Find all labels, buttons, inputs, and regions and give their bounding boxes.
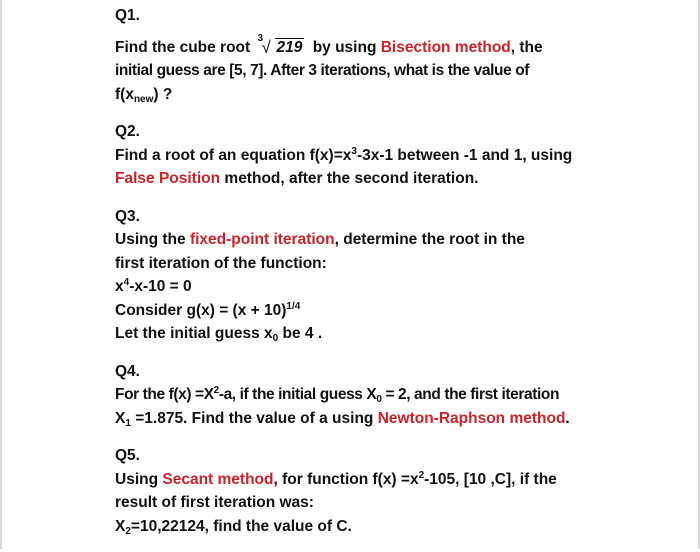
q5-line1-c: -105, [10 ,C], if the [424,470,557,488]
q5-subscript-2: 2 [125,525,131,537]
q5-line1-b: , for function f(x) =x [273,470,419,488]
q1-text-post: , the [510,38,543,56]
q4-line1-c: = 2, and the first iteration [385,386,560,403]
q4-line2-a: X [115,409,126,427]
q5-line3-b: =10,22124, find the value of C. [130,517,352,535]
root-index: 3 [257,32,264,44]
method-name-newton-raphson: Newton-Raphson method [377,409,566,427]
q4-line1-a: For the f(x) =X [115,386,214,403]
q3-guess-subscript: 0 [272,333,279,344]
q1-text-mid: by using [312,38,377,56]
method-name-bisection: Bisection method [380,38,511,56]
q3-g-a: Consider g(x) = (x + 10) [115,301,287,319]
question-1 [115,4,593,106]
question-1-text [115,32,593,107]
q4-line2-c: . [565,409,570,427]
q2-superscript-3: 3 [351,145,357,157]
q3-eq-a: x [115,278,124,295]
q1-subscript-new: new [133,93,154,105]
question-3-title: Q3. [115,207,140,225]
q2-line1-b: -3x-1 between -1 and 1, using [356,146,573,164]
q1-fx-open: f(x [115,85,134,103]
question-2-text [115,144,593,191]
q3-g-superscript: 1/4 [286,300,301,312]
question-5 [115,444,593,538]
q2-line1-a: Find a root of an equation f(x)=x [115,146,352,164]
q1-fx-close: ) ? [153,85,173,103]
question-2-title: Q2. [115,123,140,140]
question-5-title: Q5. [115,447,140,464]
q3-eq-superscript: 4 [123,277,130,288]
question-4-text [115,383,593,430]
q3-guess-b: be 4 . [282,325,323,342]
question-4-title: Q4. [115,362,140,380]
q5-superscript-2: 2 [418,469,425,481]
method-name-fixed-point: fixed-point iteration [189,231,335,248]
question-list [115,4,593,552]
question-3 [115,205,593,346]
method-name-secant: Secant method [162,470,274,488]
q3-line1-a: Using the [115,231,186,248]
q4-subscript-0: 0 [376,394,382,405]
q3-line-2: first iteration of the function: [115,254,327,272]
q5-line3-a: X [115,517,126,535]
q5-line-2: result of first iteration was: [115,494,314,511]
q1-text-pre: Find the cube root [115,38,251,56]
question-2 [115,120,593,191]
q2-line2-b: method, after the second iteration. [224,170,479,187]
q4-line1-b: -a, if the initial guess X [218,386,377,403]
q3-line1-b: , determine the root in the [334,231,525,248]
radicand: 219 [276,38,303,56]
question-4 [115,360,593,431]
q4-subscript-1: 1 [125,417,131,429]
question-3-text [115,228,593,346]
q3-guess-a: Let the initial guess x [115,325,273,342]
q1-line-2: initial guess are [5, 7]. After 3 iterations, what is the value of [115,62,530,79]
q3-eq-b: -x-10 = 0 [129,278,192,295]
radical-sign: √ [261,37,271,57]
page-edge-left [0,0,2,549]
q4-line2-b: =1.875. Find the value of a using [135,409,374,427]
method-name-false-position: False Position [115,170,221,187]
q4-superscript-2: 2 [213,385,219,396]
cube-root-expression [255,32,305,60]
q5-line1-a: Using [115,470,159,488]
question-1-title: Q1. [115,7,140,24]
question-5-text [115,468,593,539]
